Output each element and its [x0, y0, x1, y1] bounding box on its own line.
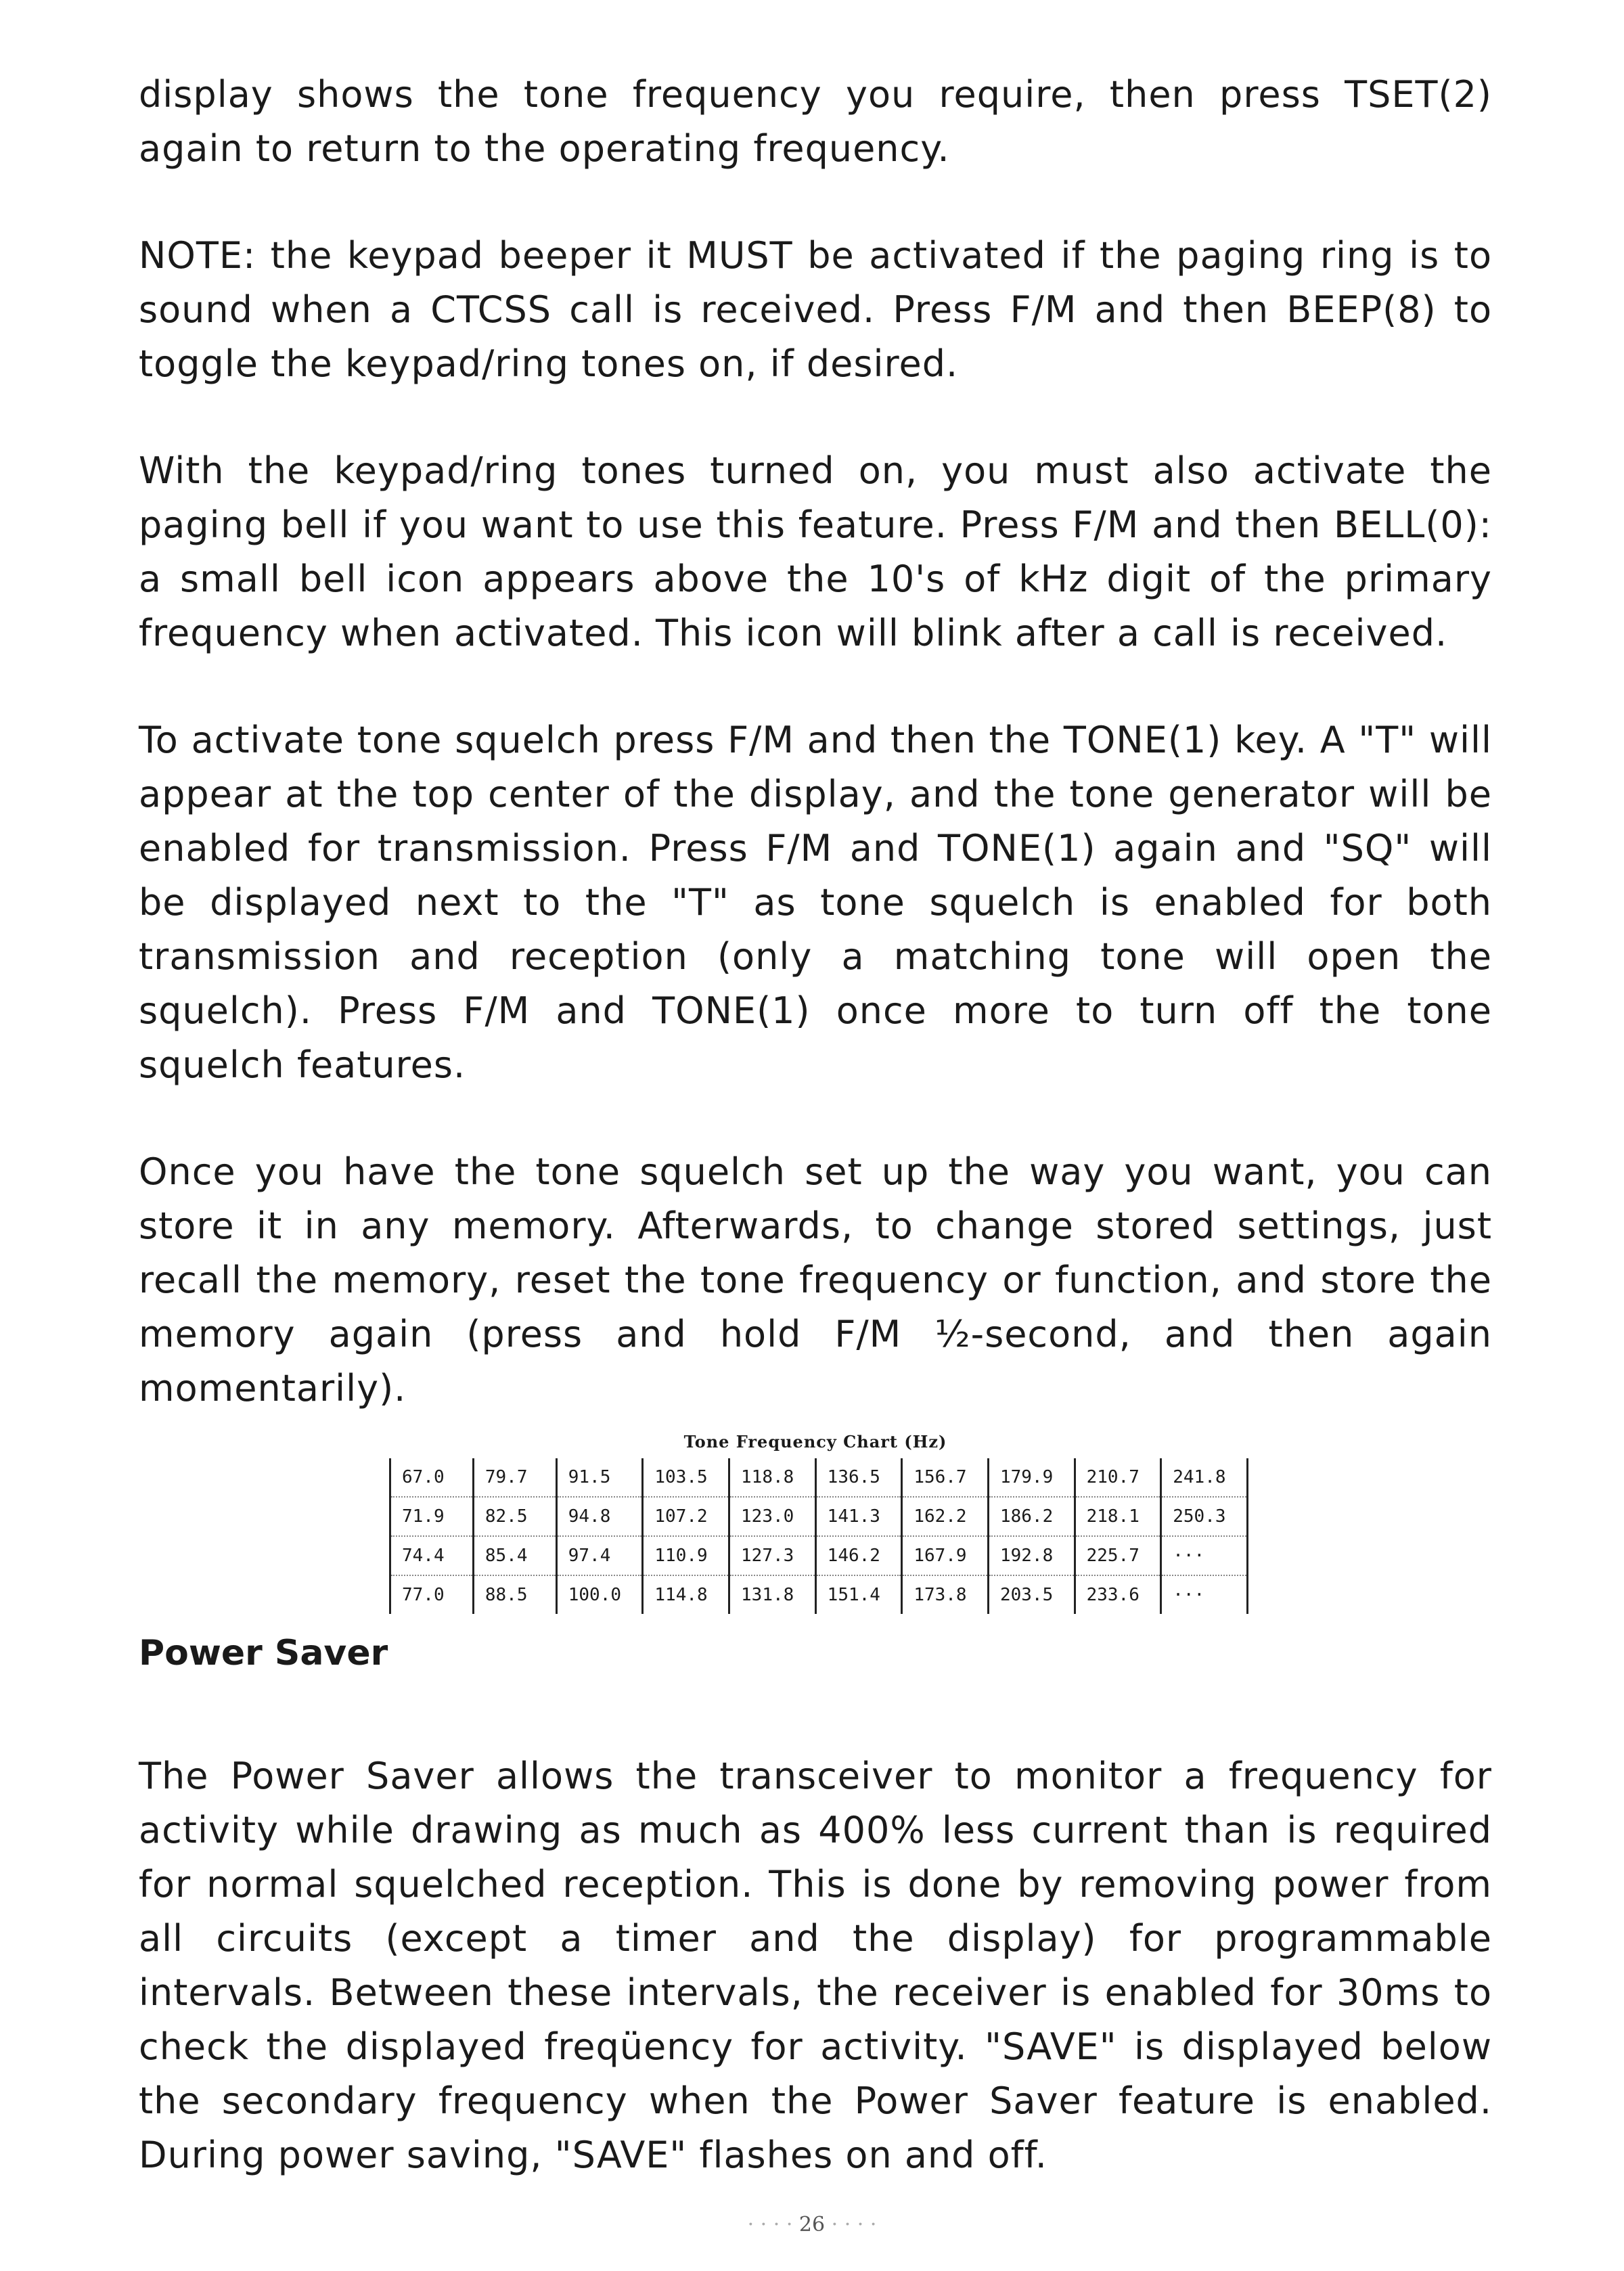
paragraph-store-memory: Once you have the tone squelch set up the way you want, you can store it in any memory. Afterwards, to change stored settings, just recall the memory, reset the tone frequency or function, and store the memory again (press and hold F/M ½-second, and then again momentarily).	[139, 1150, 1492, 1410]
section-heading-power-saver: Power Saver	[139, 1633, 388, 1673]
table-row	[390, 1575, 1248, 1614]
paragraph-tset-return: display shows the tone frequency you require, then press TSET(2) again to return to the operating frequency.	[139, 73, 1492, 170]
tone-cell: 136.5	[815, 1458, 902, 1497]
tone-cell: 85.4	[473, 1536, 556, 1575]
tone-cell: 94.8	[556, 1497, 643, 1536]
tone-cell: 192.8	[988, 1536, 1075, 1575]
tone-cell: 233.6	[1075, 1575, 1161, 1614]
tone-cell: 186.2	[988, 1497, 1075, 1536]
tone-cell: 156.7	[902, 1458, 989, 1497]
tone-cell: 74.4	[390, 1536, 474, 1575]
table-row	[390, 1497, 1248, 1536]
tone-cell: ···	[1161, 1575, 1248, 1614]
tone-cell: ···	[1161, 1536, 1248, 1575]
paragraph-power-saver: The Power Saver allows the transceiver to monitor a frequency for activity while drawing as much as 400% less current than is required for normal squelched reception. This is done by removing power from all circuits (except a timer and the display) for programmable intervals. Between these intervals, the receiver is enabled for 30ms to check the displayed freqüency for activity. "SAVE" is displayed below the secondary frequency when the Power Saver feature is enabled. During power saving, "SAVE" flashes on and off.	[139, 1755, 1492, 2176]
tone-cell: 210.7	[1075, 1458, 1161, 1497]
tone-cell: 241.8	[1161, 1458, 1248, 1497]
tone-cell: 77.0	[390, 1575, 474, 1614]
tone-chart-title: Tone Frequency Chart (Hz)	[683, 1432, 947, 1452]
tone-cell: 127.3	[729, 1536, 816, 1575]
tone-cell: 71.9	[390, 1497, 474, 1536]
tone-cell: 179.9	[988, 1458, 1075, 1497]
tone-cell: 107.2	[643, 1497, 729, 1536]
tone-cell: 79.7	[473, 1458, 556, 1497]
tone-cell: 97.4	[556, 1536, 643, 1575]
tone-cell: 151.4	[815, 1575, 902, 1614]
tone-cell: 118.8	[729, 1458, 816, 1497]
page-number: · · · · 26 · · · ·	[0, 2213, 1624, 2236]
tone-cell: 162.2	[902, 1497, 989, 1536]
tone-cell: 225.7	[1075, 1536, 1161, 1575]
tone-cell: 146.2	[815, 1536, 902, 1575]
tone-cell: 173.8	[902, 1575, 989, 1614]
tone-cell: 114.8	[643, 1575, 729, 1614]
tone-cell: 88.5	[473, 1575, 556, 1614]
manual-page	[139, 68, 1492, 2182]
paragraph-tone-squelch: To activate tone squelch press F/M and then the TONE(1) key. A "T" will appear at the top center of the display, and the tone generator will be enabled for transmission. Press F/M and TONE(1) again and "SQ" will be displayed next to the "T" as tone squelch is enabled for both transmission and reception (only a matching tone will open the squelch). Press F/M and TONE(1) once more to turn off the tone squelch features.	[139, 719, 1492, 1086]
tone-cell: 131.8	[729, 1575, 816, 1614]
tone-chart	[389, 1458, 1248, 1614]
tone-cell: 82.5	[473, 1497, 556, 1536]
tone-cell: 100.0	[556, 1575, 643, 1614]
paragraph-paging-bell: With the keypad/ring tones turned on, you must also activate the paging bell if you want to use this feature. Press F/M and then BELL(0): a small bell icon appears above the 10's of kHz digit of the primary frequency when activated. This icon will blink after a call is received.	[139, 449, 1492, 654]
tone-frequency-table	[389, 1458, 1248, 1614]
tone-cell: 91.5	[556, 1458, 643, 1497]
tone-cell: 218.1	[1075, 1497, 1161, 1536]
paragraph-note-beeper: NOTE: the keypad beeper it MUST be activated if the paging ring is to sound when a CTCSS call is received. Press F/M and then BEEP(8) to toggle the keypad/ring tones on, if desired.	[139, 234, 1492, 385]
tone-cell: 103.5	[643, 1458, 729, 1497]
tone-cell: 141.3	[815, 1497, 902, 1536]
tone-cell: 167.9	[902, 1536, 989, 1575]
table-row	[390, 1536, 1248, 1575]
tone-cell: 67.0	[390, 1458, 474, 1497]
tone-cell: 203.5	[988, 1575, 1075, 1614]
tone-cell: 250.3	[1161, 1497, 1248, 1536]
table-row	[390, 1458, 1248, 1497]
tone-cell: 123.0	[729, 1497, 816, 1536]
tone-cell: 110.9	[643, 1536, 729, 1575]
